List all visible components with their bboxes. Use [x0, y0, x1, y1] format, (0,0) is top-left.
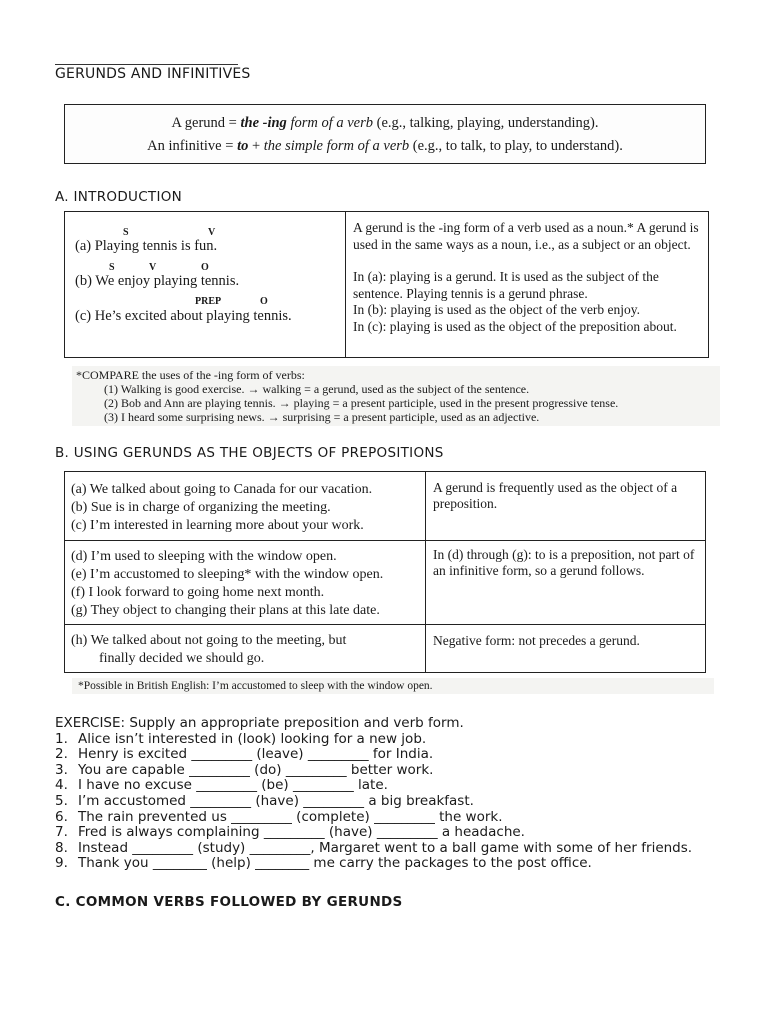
list-item [55, 732, 715, 748]
item-text: You are capable _________ (do) _________ better work. [78, 761, 434, 778]
column-divider [345, 212, 346, 357]
intro-example-b [75, 273, 239, 290]
infinitive-eq: = [221, 138, 238, 154]
item-number: 6. [55, 808, 68, 825]
gerund-examples: (e.g., talking, playing, understanding). [373, 115, 599, 131]
intro-example-c [75, 308, 292, 325]
item-number: 7. [55, 824, 68, 841]
gerund-note-2: In (d) through (g): to is a preposition, not part of an infinitive form, so a gerund follows. [433, 547, 695, 578]
marker-subject-b: S [109, 262, 115, 273]
list-item [55, 778, 715, 794]
compare-row: (3) I heard some surprising news. → surprising = a present participle, used as an adjective. [104, 410, 540, 424]
example-text: Playing tennis is fun. [94, 238, 218, 254]
marker-object-b: O [201, 262, 209, 273]
column-divider [425, 472, 426, 672]
list-item [55, 825, 715, 841]
marker-verb-b: V [149, 262, 157, 273]
gerund-example: (d) I’m used to sleeping with the window open. [71, 549, 337, 564]
infinitive-lead: An infinitive [147, 138, 222, 154]
title-rule [55, 64, 238, 65]
gerund-note-1: A gerund is frequently used as the object of a preposition. [433, 480, 678, 511]
gerund-eq: = [225, 115, 241, 131]
item-number: 8. [55, 839, 68, 856]
section-a-heading: A. INTRODUCTION [55, 189, 183, 205]
compare-heading: *COMPARE the uses of the -ing form of verbs: [76, 368, 305, 382]
item-text: Instead _________ (study) _________, Margaret went to a ball game with some of her friends. [78, 839, 693, 856]
item-number: 2. [55, 746, 68, 763]
gerund-rest: form of a verb [286, 115, 373, 131]
item-number: 1. [55, 730, 68, 747]
page-title: GERUNDS AND INFINITIVES [55, 66, 251, 82]
gerund-definition [65, 115, 705, 132]
example-label: (c) [75, 308, 92, 324]
item-text: The rain prevented us _________ (complete) _________ the work. [78, 808, 503, 825]
infinitive-definition [65, 138, 705, 155]
gerund-example: (b) Sue is in charge of organizing the meeting. [71, 500, 331, 515]
introduction-table [64, 211, 709, 358]
marker-subject-a: S [123, 227, 129, 238]
gerund-example: (e) I’m accustomed to sleeping* with the window open. [71, 567, 384, 582]
list-item [55, 763, 715, 779]
section-b-heading: B. USING GERUNDS AS THE OBJECTS OF PREPOSITIONS [55, 445, 444, 461]
compare-box [72, 366, 720, 426]
exercise [55, 716, 715, 872]
item-number: 9. [55, 855, 68, 872]
gerund-example: (a) We talked about going to Canada for our vacation. [71, 482, 373, 497]
item-text: I have no excuse _________ (be) _________ late. [78, 777, 388, 794]
infinitive-rest: the simple form of a verb [263, 138, 410, 154]
marker-prep-c: PREP [195, 296, 222, 307]
item-text: Alice isn’t interested in (look) looking for a new job. [78, 730, 427, 747]
footnote: *Possible in British English: I’m accustomed to sleep with the window open. [72, 678, 714, 694]
row-divider [65, 624, 705, 625]
item-text: I’m accustomed _________ (have) _________ a big breakfast. [78, 792, 474, 809]
marker-object-c: O [260, 296, 268, 307]
gerund-example: (h) We talked about not going to the meeting, but [71, 633, 347, 648]
infinitive-bold: to [237, 138, 249, 154]
compare-row: (2) Bob and Ann are playing tennis. → playing = a present participle, used in the present progressive tense. [104, 396, 619, 410]
gerund-example: (g) They object to changing their plans at this late date. [71, 603, 380, 618]
item-number: 3. [55, 761, 68, 778]
row-divider [65, 540, 705, 541]
infinitive-examples: (e.g., to talk, to play, to understand). [409, 138, 623, 154]
marker-verb-a: V [208, 227, 216, 238]
gerund-example: finally decided we should go. [99, 651, 265, 666]
item-text: Thank you ________ (help) ________ me carry the packages to the post office. [78, 855, 592, 872]
item-text: Fred is always complaining _________ (have) _________ a headache. [78, 824, 525, 841]
intro-note-c: In (c): playing is used as the object of the preposition about. [353, 319, 677, 334]
list-item [55, 841, 715, 857]
compare-row: (1) Walking is good exercise. → walking = a gerund, used as the subject of the sentence. [104, 382, 530, 396]
example-label: (b) [75, 273, 92, 289]
list-item [55, 810, 715, 826]
list-item [55, 794, 715, 810]
list-item [55, 747, 715, 763]
gerund-note-3: Negative form: not precedes a gerund. [433, 633, 640, 648]
gerund-lead: A gerund [171, 115, 226, 131]
gerund-bold: the -ing [240, 115, 287, 131]
prepositions-table [64, 471, 706, 673]
example-label: (a) [75, 238, 92, 254]
intro-note-a: In (a): playing is a gerund. It is used as the subject of the sentence. Playing tennis is a gerund phrase. [353, 269, 659, 301]
gerund-example: (f) I look forward to going home next month. [71, 585, 325, 600]
example-text: He’s excited about playing tennis. [94, 308, 292, 324]
example-text: We enjoy playing tennis. [95, 273, 240, 289]
item-number: 5. [55, 792, 68, 809]
gerund-example: (c) I’m interested in learning more about your work. [71, 518, 364, 533]
intro-note-definition: A gerund is the -ing form of a verb used as a noun.* A gerund is used in the same ways as a noun, i.e., as a subject or an object. [353, 220, 699, 252]
item-number: 4. [55, 777, 68, 794]
exercise-list [55, 732, 715, 872]
infinitive-plus: + [248, 138, 264, 154]
section-c-heading: C. COMMON VERBS FOLLOWED BY GERUNDS [55, 894, 403, 910]
intro-note-b: In (b): playing is used as the object of the verb enjoy. [353, 302, 641, 317]
list-item [55, 856, 715, 872]
item-text: Henry is excited _________ (leave) _________ for India. [78, 746, 434, 763]
exercise-intro: EXERCISE: Supply an appropriate preposition and verb form. [55, 715, 464, 731]
intro-example-a [75, 238, 217, 255]
definition-box [64, 104, 706, 164]
